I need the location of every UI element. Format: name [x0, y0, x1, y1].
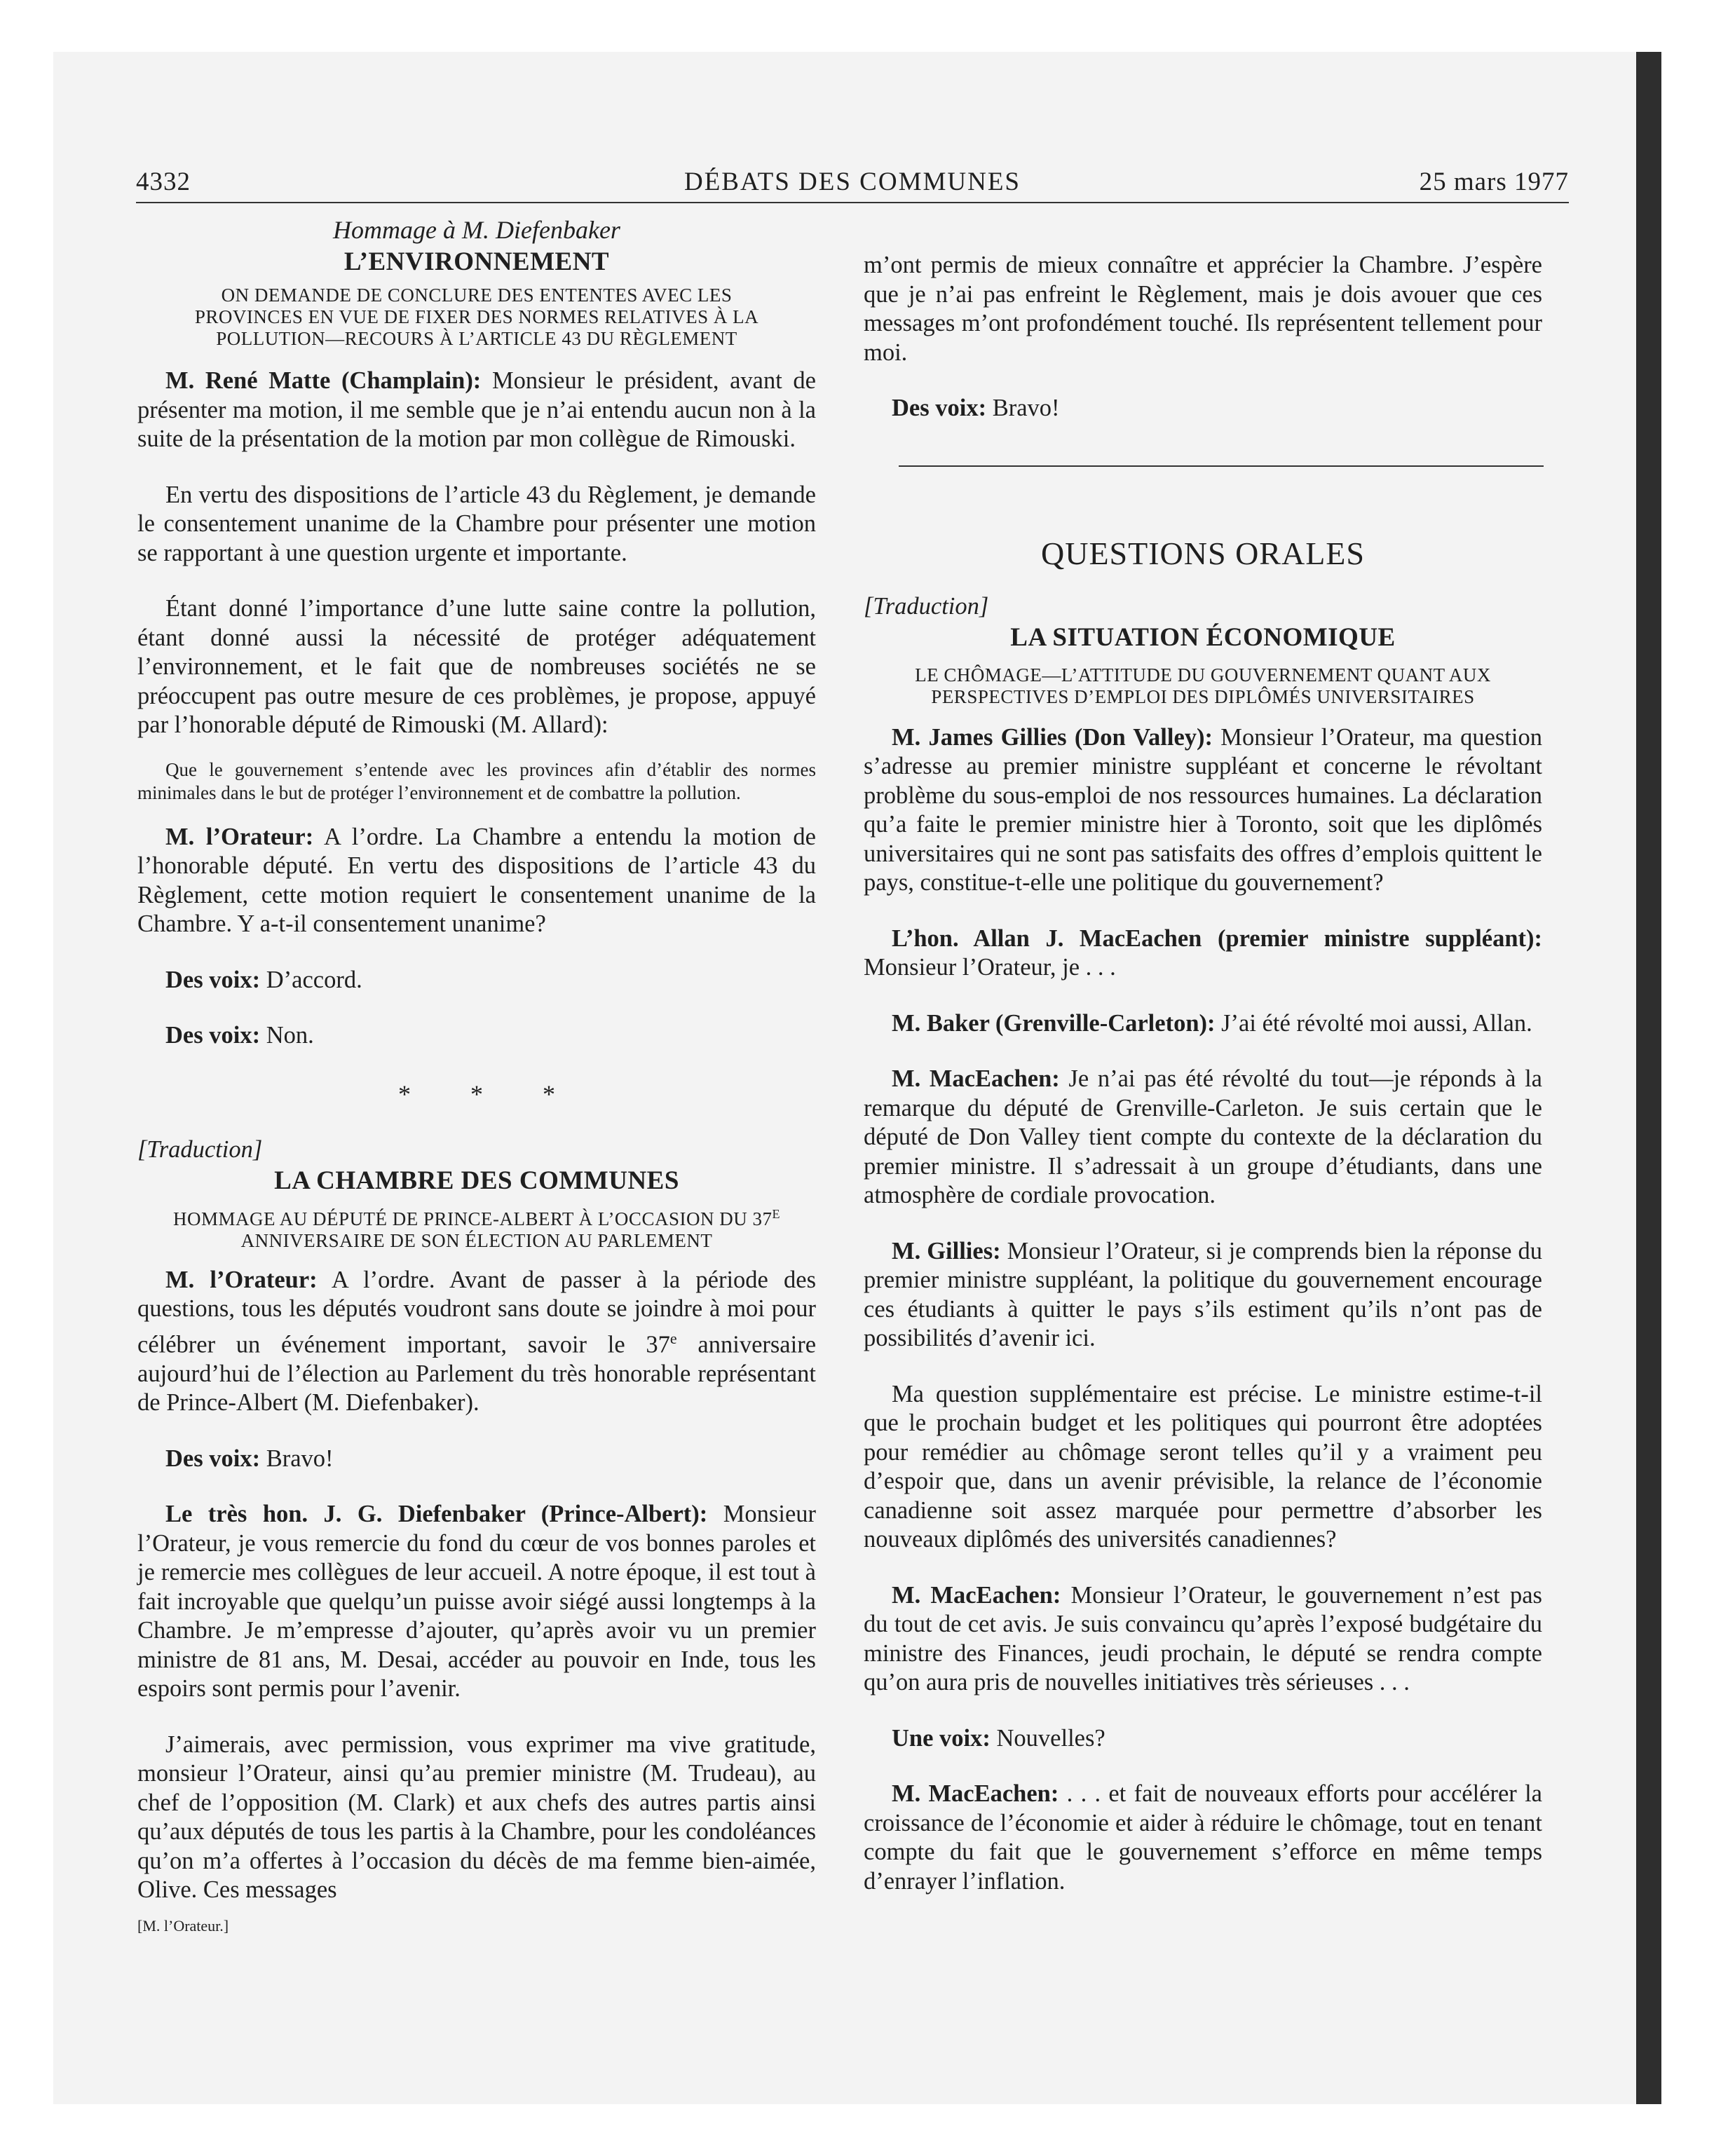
speech-text: Monsieur l’Orateur, je . . . [864, 954, 1116, 981]
paragraph [864, 1724, 1542, 1754]
speaker-name: Des voix: [165, 966, 261, 993]
section-separator-stars: * * * [398, 1079, 582, 1108]
speech-text: D’accord. [260, 966, 362, 993]
speaker-name: M. l’Orateur: [165, 1266, 318, 1293]
paragraph [864, 1009, 1542, 1039]
ordinal-superscript: e [669, 1329, 677, 1347]
section-title-environnement: L’ENVIRONNEMENT [343, 247, 610, 276]
section-subtitle-line-1: ON DEMANDE DE CONCLURE DES ENTENTES AVEC LES [221, 285, 733, 306]
scan-edge-bar [1636, 52, 1661, 2104]
speaker-name: M. l’Orateur: [165, 823, 314, 850]
speech-text: Monsieur l’Orateur, je vous remercie du fond du cœur de vos bonnes paroles et je remercie mes collègues de leur accueil. A notre époque, il est tout à fait incroyable que quelqu’un puisse avoir siégé aussi longtemps à la Chambre. Je m’empresse d’ajouter, qu’après avoir vu un premier ministre de 81 ans, M. Desai, accéder au pouvoir en Inde, tous les espoirs sont permis pour l’avenir. [137, 1501, 816, 1702]
speaker-name: Des voix: [892, 395, 987, 421]
page-date: 25 mars 1977 [1419, 168, 1569, 196]
speech-text: anniversaire aujourd’hui de l’élection au Parlement du très honorable représentant de Prince-Albert (M. Diefenbaker). [137, 1331, 817, 1416]
speech-text: A l’ordre. La Chambre a entendu la motion de l’honorable député. En vertu des dispositions de l’article 43 du Règlement, cette motion requiert le consentement unanime de la Chambre. Y a-t-il consentement unanime? [137, 823, 816, 937]
paragraph: Ma question supplémentaire est précise. Le ministre estime-t-il que le prochain budget et les politiques qui pourront être adoptées pour remédier au chômage seront telles qu’il y a vraiment peu d’espoir que, dans un avenir prévisible, la relance de l’économie canadienne soit assez marquée pour permettre d’absorber les nouveaux diplômés des universités canadiennes? [864, 1380, 1542, 1553]
paragraph: J’aimerais, avec permission, vous exprimer ma vive gratitude, monsieur l’Orateur, ainsi qu’au premier ministre (M. Trudeau), au chef de l’opposition (M. Clark) et aux chefs des autres partis ainsi qu’aux députés de tous les partis à la Chambre, pour les condoléances qu’on m’a offertes à l’occasion du décès de ma femme bien-aimée, Olive. Ces messages [137, 1731, 816, 1903]
speaker-name: M. MacEachen: [892, 1780, 1059, 1807]
paragraph [864, 1237, 1542, 1353]
footer-speaker-note: [M. l’Orateur.] [137, 1916, 229, 1935]
speech-text: Monsieur l’Orateur, le gouvernement n’est pas du tout de cet avis. Je suis convaincu qu’après l’exposé budgétaire du ministre des Finances, jeudi prochain, le député se rendra compte qu’on aura pris de nouvelles initiatives très sérieuses . . . [864, 1581, 1542, 1696]
speech-text: Bravo! [986, 395, 1060, 421]
section-subtitle-line-1: LE CHÔMAGE—L’ATTITUDE DU GOUVERNEMENT QUANT AUX [915, 664, 1491, 685]
speech-text: Monsieur l’Orateur, si je comprends bien la réponse du premier ministre suppléant, la politique du gouvernement encourage ces étudiants à quitter le pays s’ils estiment qu’ils n’ont pas de possibilités d’avenir ici. [864, 1237, 1543, 1351]
paragraph [864, 1780, 1542, 1896]
speaker-name: M. James Gillies (Don Valley): [892, 723, 1213, 751]
section-title-situation: LA SITUATION ÉCONOMIQUE [1010, 622, 1396, 652]
translation-marker: [Traduction] [137, 1135, 263, 1163]
translation-marker: [Traduction] [864, 592, 989, 620]
major-heading-questions-orales: QUESTIONS ORALES [1041, 535, 1365, 571]
section-subtitle-line-2: PERSPECTIVES D’EMPLOI DES DIPLÔMÉS UNIVERSITAIRES [931, 685, 1475, 707]
speech-text: J’ai été révolté moi aussi, Allan. [1215, 1009, 1532, 1037]
paragraph [864, 1581, 1542, 1698]
paragraph [137, 367, 816, 454]
paragraph [864, 723, 1542, 898]
subtitle-text: HOMMAGE AU DÉPUTÉ DE PRINCE-ALBERT À L’OCCASION DU 37 [173, 1208, 773, 1229]
paragraph [864, 1065, 1542, 1210]
speech-text: . . . et fait de nouveaux efforts pour accélérer la croissance de l’économie et aider à réduire le chômage, tout en tenant compte du fait que le gouvernement s’efforce en même temps d’enrayer l’inflation. [864, 1780, 1542, 1895]
section-subtitle-line-3: POLLUTION—RECOURS À L’ARTICLE 43 DU RÈGLEMENT [216, 328, 737, 349]
page-number: 4332 [136, 168, 191, 196]
paragraph [137, 823, 816, 939]
paragraph: Étant donné l’importance d’une lutte saine contre la pollution, étant donné aussi la nécessité de protéger adéquatement l’environnement, et le fait que de nombreuses sociétés ne se préoccupent pas outre mesure de ces problèmes, je propose, appuyé par l’honorable député de Rimouski (M. Allard): [137, 595, 816, 738]
paragraph [137, 966, 816, 995]
speech-text: Bravo! [260, 1445, 334, 1472]
speech-text: Monsieur le président, avant de présenter ma motion, il me semble que je n’ai entendu aucun non à la suite de la présentation de la motion par mon collègue de Rimouski. [137, 367, 816, 452]
topic-heading: Hommage à M. Diefenbaker [333, 216, 620, 244]
right-column [864, 214, 1542, 1896]
paragraph [137, 1021, 816, 1051]
paragraph [137, 1445, 816, 1474]
paragraph [864, 925, 1542, 983]
section-subtitle-line-1 [137, 1203, 816, 1230]
paragraph: En vertu des dispositions de l’article 43 du Règlement, je demande le consentement unanime de la Chambre pour présenter une motion se rapportant à une question urgente et importante. [137, 481, 816, 566]
left-column [137, 214, 816, 1936]
section-subtitle-line-2: PROVINCES EN VUE DE FIXER DES NORMES RELATIVES À LA [194, 306, 759, 327]
paragraph [864, 394, 1542, 423]
speech-text: Nouvelles? [990, 1724, 1105, 1752]
speaker-name: Des voix: [165, 1445, 261, 1472]
paragraph-continued: m’ont permis de mieux connaître et apprécier la Chambre. J’espère que je n’ai pas enfreint le Règlement, mais je dois avouer que ces messages m’ont profondément touché. Ils représentent tellement pour moi. [864, 252, 1542, 366]
speaker-name: M. René Matte (Champlain): [165, 367, 482, 394]
section-title-chambre: LA CHAMBRE DES COMMUNES [274, 1166, 679, 1195]
page-header [136, 163, 1569, 203]
speech-text: Je n’ai pas été révolté du tout—je réponds à la remarque du député de Grenville-Carleton. Je suis certain que le député de Don Valley tient compte du contexte de la déclaration du premier ministre. Il s’adressait à un groupe d’étudiants, dans une atmosphère de cordiale provocation. [864, 1065, 1542, 1208]
section-subtitle-line-2: ANNIVERSAIRE DE SON ÉLECTION AU PARLEMENT [240, 1229, 713, 1251]
speaker-name: Une voix: [892, 1724, 991, 1752]
speaker-name: Le très hon. J. G. Diefenbaker (Prince-Albert): [165, 1501, 708, 1527]
paragraph [137, 1500, 816, 1704]
motion-quote: Que le gouvernement s’entende avec les provinces afin d’établir des normes minimales dans le but de protéger l’environnement et de combattre la pollution. [137, 758, 816, 803]
speech-text: Monsieur l’Orateur, ma question s’adresse au premier ministre suppléant et concerne le révoltant problème du sous-emploi de nos ressources humaines. La déclaration qu’a faite le premier ministre hier à Toronto, soit que les diplômés universitaires qui ne sont pas satisfaits des offres d’emplois quittent le pays, constitue-t-elle une politique du gouvernement? [864, 723, 1542, 896]
speaker-name: M. MacEachen: [892, 1581, 1061, 1609]
speaker-name: Des voix: [165, 1022, 261, 1049]
speaker-name: M. MacEachen: [892, 1065, 1060, 1092]
paragraph [137, 1266, 816, 1418]
speech-text: A l’ordre. Avant de passer à la période des questions, tous les députés voudront sans doute se joindre à moi pour célébrer un événement important, savoir le 37 [137, 1266, 817, 1358]
journal-title: DÉBATS DES COMMUNES [683, 168, 1021, 196]
speaker-name: M. Gillies: [892, 1237, 1001, 1264]
speaker-name: L’hon. Allan J. MacEachen (premier ministre suppléant): [892, 925, 1542, 952]
ordinal-superscript: E [772, 1206, 780, 1221]
speech-text: Non. [260, 1022, 314, 1049]
speaker-name: M. Baker (Grenville-Carleton): [892, 1009, 1216, 1037]
